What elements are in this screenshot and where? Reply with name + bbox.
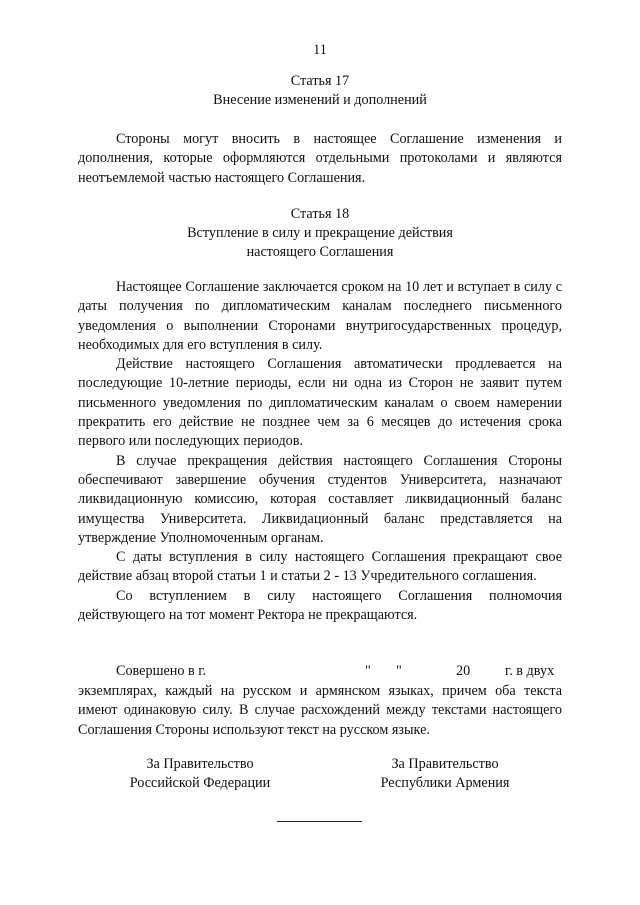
article-18-paragraph-2: Действие настоящего Соглашения автоматически продлевается на последующие 10-летние периоды, если ни одна из Сторон не заявит путем письменного уведомления по дипломатическим каналам о своем намерении прекратить его действие не позднее чем за 6 месяцев до истечения срока первого или последующих периодов. bbox=[78, 356, 562, 450]
done-at-text: Совершено в г. bbox=[116, 663, 207, 679]
closing-paragraph: экземплярах, каждый на русском и армянском языках, причем оба текста имеют одинаковую силу. В случае расхождений между текстами настоящего Соглашения Стороны используют текст на русском языке. bbox=[78, 683, 562, 738]
signature-left-line1: За Правительство bbox=[146, 756, 254, 772]
signature-left bbox=[100, 755, 300, 794]
page-number: 11 bbox=[313, 42, 327, 58]
article-18-title-line2: настоящего Соглашения bbox=[246, 244, 394, 261]
article-18-paragraph-1: Настоящее Соглашение заключается сроком на 10 лет и вступает в силу с даты получения по дипломатическим каналам последнего письменного уведомления о выполнении Сторонами внутригосударственных процедур, необходимых для его вступления в силу. bbox=[78, 279, 562, 353]
signature-left-line2: Российской Федерации bbox=[129, 775, 271, 792]
date-year: 20 bbox=[456, 663, 471, 679]
signature-right bbox=[345, 755, 545, 794]
article-18-title-line1: Вступление в силу и прекращение действия bbox=[187, 225, 453, 242]
article-18-paragraph-5: Со вступлением в силу настоящего Соглашения полномочия действующего на тот момент Ректора не прекращаются. bbox=[78, 587, 562, 624]
article-17-heading bbox=[78, 72, 562, 110]
signature-right-line2: Республики Армения bbox=[380, 775, 510, 792]
article-18-number: Статья 18 bbox=[290, 206, 350, 222]
article-18-heading bbox=[78, 205, 562, 263]
date-quote-close: " bbox=[396, 663, 402, 679]
article-18-body bbox=[78, 278, 562, 625]
article-17-paragraph: Стороны могут вносить в настоящее Соглашение изменения и дополнения, которые оформляются отдельными протоколами и являются неотъемлемой частью настоящего Соглашения. bbox=[78, 131, 562, 186]
closing-clause bbox=[78, 662, 562, 740]
article-17-title: Внесение изменений и дополнений bbox=[213, 92, 427, 109]
closing-first-line bbox=[78, 662, 562, 682]
date-quote-open: " bbox=[365, 663, 371, 679]
signature-right-line1: За Правительство bbox=[391, 756, 499, 772]
article-18-paragraph-4: С даты вступления в силу настоящего Соглашения прекращают свое действие абзац второй статьи 1 и статьи 2 - 13 Учредительного соглашения. bbox=[78, 549, 562, 585]
end-rule bbox=[277, 821, 362, 822]
article-17-number: Статья 17 bbox=[290, 73, 350, 89]
date-year-suffix: г. в двух bbox=[505, 663, 555, 679]
article-18-paragraph-3: В случае прекращения действия настоящего Соглашения Стороны обеспечивают завершение обучения студентов Университета, назначают ликвидационную комиссию, которая составляет ликвидационный баланс имущества Университета. Ликвидационный баланс представляется на утверждение Уполномоченным органам. bbox=[78, 452, 562, 546]
article-17-body bbox=[78, 130, 562, 188]
